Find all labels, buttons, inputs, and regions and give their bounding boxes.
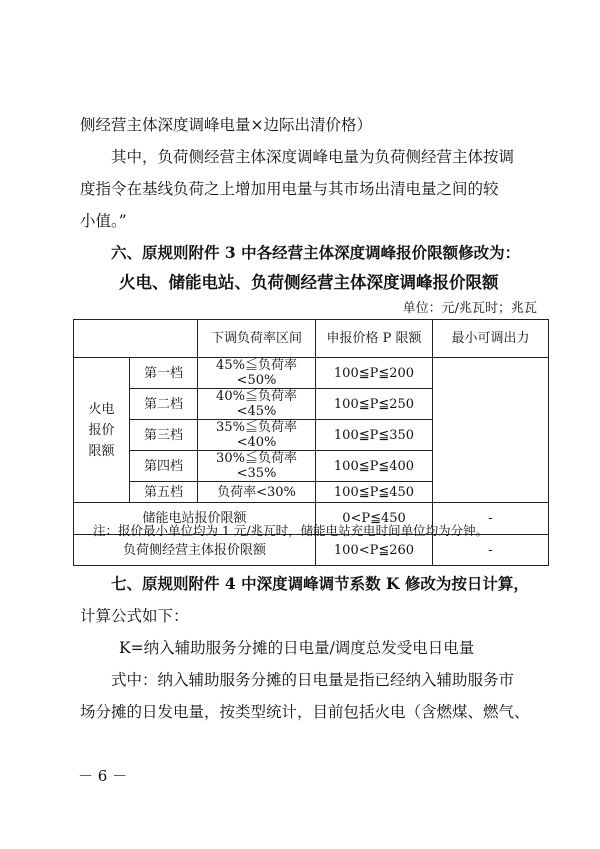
- header-min-output: 最小可调出力: [433, 320, 549, 358]
- formula: K=纳入辅助服务分摊的日电量/调度总发受电日电量: [119, 639, 475, 657]
- paragraph-line: 计算公式如下：: [80, 607, 189, 625]
- paragraph-line: 度指令在基线负荷之上增加用电量与其市场出清电量之间的较: [80, 180, 499, 198]
- page-number: － 6 －: [78, 767, 128, 785]
- thermal-min-output-cell: [433, 358, 549, 503]
- tier-price: 100≦P≦350: [316, 420, 433, 451]
- table-note: 注：报价最小单位均为 1 元/兆瓦时，储能电站充电时间单位均为分钟。: [93, 523, 489, 538]
- tier-range: 35%≦负荷率<40%: [198, 420, 316, 451]
- paragraph-line: 其中，负荷侧经营主体深度调峰电量为负荷侧经营主体按调: [111, 148, 515, 166]
- tier-range: 30%≦负荷率<35%: [198, 451, 316, 482]
- paragraph-continuation: 侧经营主体深度调峰电量×边际出清价格）: [80, 116, 372, 134]
- storage-label: 储能电站报价限额: [74, 503, 316, 535]
- tier-price: 100≦P≦250: [316, 389, 433, 420]
- tier-range: 负荷率<30%: [198, 482, 316, 503]
- load-side-price: 100<P≦260: [316, 535, 433, 566]
- tier-label: 第二档: [130, 389, 198, 420]
- tier-range: 45%≦负荷率<50%: [198, 358, 316, 389]
- tier-label: 第三档: [130, 420, 198, 451]
- tier-label: 第五档: [130, 482, 198, 503]
- header-empty-cell: [74, 320, 198, 358]
- tier-price: 100≦P≦400: [316, 451, 433, 482]
- table-title: 火电、储能电站、负荷侧经营主体深度调峰报价限额: [119, 273, 499, 292]
- header-range: 下调负荷率区间: [198, 320, 316, 358]
- tier-price: 100≦P≦450: [316, 482, 433, 503]
- section-heading-7: 七、原规则附件 4 中深度调峰调节系数 K 修改为按日计算，: [111, 574, 529, 593]
- paragraph-line: 场分摊的日发电量，按类型统计，目前包括火电（含燃煤、燃气、: [80, 703, 530, 721]
- header-price: 申报价格 P 限额: [316, 320, 433, 358]
- paragraph-line: 式中：纳入辅助服务分摊的日电量是指已经纳入辅助服务市: [111, 671, 515, 689]
- storage-min-output: -: [433, 503, 549, 535]
- table-unit: 单位：元/兆瓦时；兆瓦: [402, 301, 537, 316]
- tier-range: 40%≦负荷率<45%: [198, 389, 316, 420]
- section-heading-6: 六、原规则附件 3 中各经营主体深度调峰报价限额修改为：: [111, 243, 521, 262]
- load-side-label: 负荷侧经营主体报价限额: [74, 535, 316, 566]
- tier-label: 第四档: [130, 451, 198, 482]
- tier-price: 100≦P≦200: [316, 358, 433, 389]
- load-side-min-output: -: [433, 535, 549, 566]
- storage-price: 0<P≦450: [316, 503, 433, 535]
- tier-label: 第一档: [130, 358, 198, 389]
- paragraph-line: 小值。”: [80, 212, 127, 230]
- thermal-group-label: 火电报价限额: [74, 358, 130, 503]
